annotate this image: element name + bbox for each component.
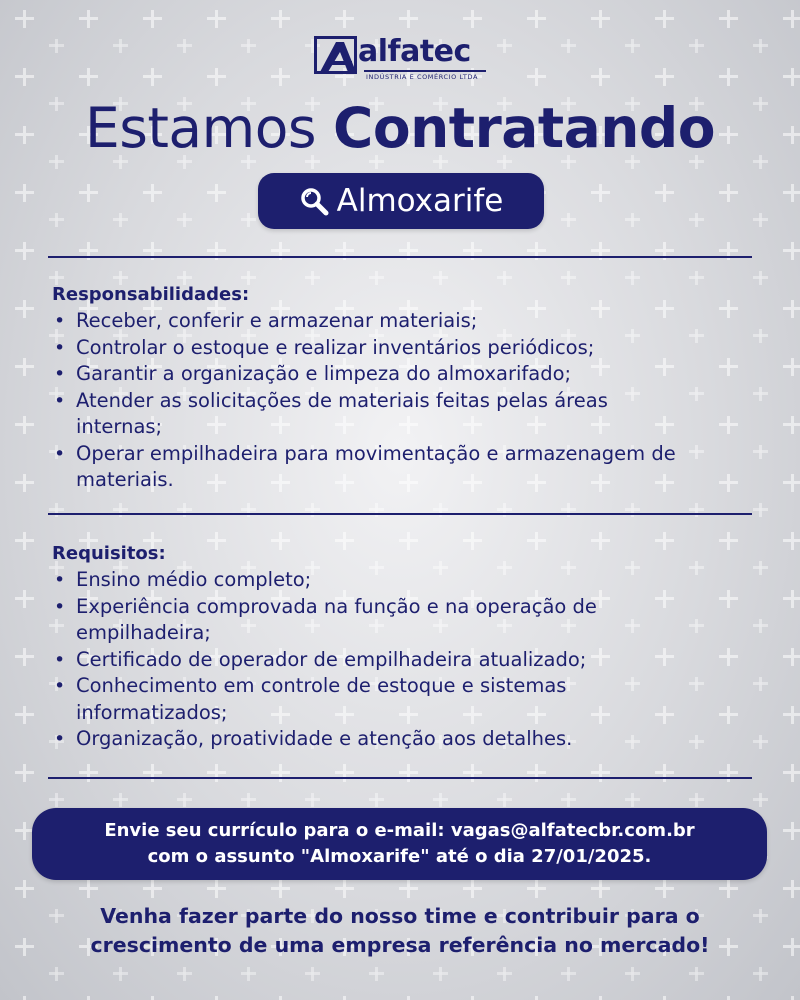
list-item: • Receber, conferir e armazenar materiais;: [52, 308, 752, 335]
list-item: • Ensino médio completo;: [52, 567, 752, 594]
list-item: • Experiência comprovada na função e na operação de empilhadeira;: [52, 594, 752, 647]
alfatec-a-logo-icon: [314, 36, 360, 76]
divider: [48, 256, 752, 258]
list-item: • Certificado de operador de empilhadeira atualizado;: [52, 647, 752, 674]
responsibilities-list: [52, 308, 752, 494]
list-item: • Atender as solicitações de materiais feitas pelas áreas internas;: [52, 388, 752, 441]
footer-line-2: crescimento de uma empresa referência no mercado!: [90, 933, 710, 957]
logo-underline: [364, 70, 486, 72]
requirements-list: [52, 567, 752, 753]
list-item: • Operar empilhadeira para movimentação e armazenagem de materiais.: [52, 441, 752, 494]
divider: [48, 777, 752, 779]
responsibilities-title: Responsabilidades:: [52, 284, 250, 305]
headline: [0, 96, 800, 160]
job-title-badge: [258, 173, 544, 229]
list-item: • Organização, proatividade e atenção aos detalhes.: [52, 726, 752, 753]
headline-bold: Contratando: [332, 96, 716, 160]
requirements-title: Requisitos:: [52, 543, 166, 564]
list-item: • Conhecimento em controle de estoque e sistemas informatizados;: [52, 673, 752, 726]
application-instructions-box: [32, 808, 767, 880]
cta-line-email: Envie seu currículo para o e-mail: vagas@alfatecbr.com.br: [104, 820, 695, 841]
divider: [48, 513, 752, 515]
job-title: Almoxarife: [336, 183, 504, 219]
list-item: • Controlar o estoque e realizar inventários periódicos;: [52, 335, 752, 362]
headline-light: Estamos: [84, 96, 333, 160]
list-item: • Garantir a organização e limpeza do almoxarifado;: [52, 361, 752, 388]
company-logo: [314, 36, 494, 80]
footer-line-1: Venha fazer parte do nosso time e contribuir para o: [100, 904, 700, 928]
cta-line-subject: com o assunto "Almoxarife" até o dia 27/01/2025.: [147, 846, 652, 867]
logo-subtitle: INDÚSTRIA E COMÉRCIO LTDA: [366, 73, 478, 81]
logo-name: alfatec: [358, 34, 471, 69]
search-icon: [299, 186, 329, 216]
footer-message: [0, 902, 800, 960]
